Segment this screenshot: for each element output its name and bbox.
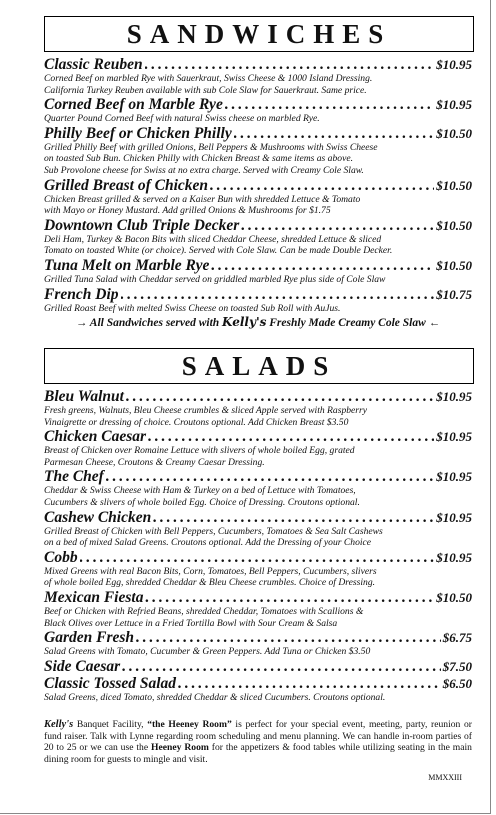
menu-item — [44, 549, 472, 589]
leader-dots — [211, 257, 434, 274]
menu-item — [44, 96, 472, 125]
menu-item-price: $10.95 — [436, 389, 472, 404]
leader-dots — [106, 468, 434, 485]
menu-item-line — [44, 388, 472, 405]
footer-text-3: for the appetizers & food tables while utilizing seating in the main dining room for guests to mingle and visit. — [44, 742, 472, 765]
menu-item — [44, 257, 472, 286]
menu-item-description: Grilled Tuna Salad with Cheddar served on griddled marbled Rye plus side of Cole Slaw — [44, 273, 386, 285]
menu-item-price: $10.95 — [436, 509, 472, 525]
menu-item-description: with Mayo or Honey Mustard. Add grilled Onions & Mushrooms for $1.75 — [44, 205, 331, 217]
menu-item-line — [44, 629, 472, 646]
footer-venue-2: Heeney Room — [151, 742, 209, 754]
menu-item-line — [44, 509, 472, 526]
menu-item-price: $10.50 — [436, 177, 472, 193]
leader-dots — [145, 589, 434, 606]
menu-item-description: Beef or Chicken with Refried Beans, shredded Cheddar, Tomatoes with Scallions & — [44, 605, 364, 617]
menu-item-name: French Dip — [44, 285, 119, 303]
leader-dots — [121, 286, 435, 303]
callout-text-pre: → All Sandwiches served with — [75, 317, 223, 330]
footer-brand-logo: Kelly's — [44, 719, 74, 730]
menu-item-price: $10.50 — [436, 217, 472, 233]
menu-item-name: Downtown Club Triple Decker — [44, 216, 240, 234]
menu-item — [44, 675, 472, 704]
footer-venue: “the Heeney Room” — [147, 719, 232, 730]
leader-dots — [145, 56, 435, 73]
leader-dots — [80, 549, 435, 566]
leader-dots — [234, 125, 435, 142]
footer-text-2: is perfect for your special event, meeting, party, reunion or fund raiser. Talk with Lynne regarding room scheduling and menu planning. We can handle in-room parties of 20 to 25 or we can use the — [44, 719, 472, 754]
menu-item-price: $10.95 — [436, 57, 472, 72]
leader-dots — [136, 629, 441, 646]
menu-item-description: Corned Beef on marbled Rye with Sauerkraut, Swiss Cheese & 1000 Island Dressing. — [44, 73, 373, 84]
menu-item-price: $7.50 — [442, 658, 472, 674]
menu-item-name: Classic Reuben — [44, 56, 143, 73]
leader-dots — [153, 509, 434, 526]
menu-item-description: of whole boiled Egg, shredded Cheddar & Bleu Cheese crumbles. Choice of Dressing. — [44, 577, 376, 589]
menu-item-name: Philly Beef or Chicken Philly — [44, 124, 232, 142]
menu-item — [44, 658, 472, 675]
menu-item-name: Mexican Fiesta — [44, 588, 144, 606]
menu-item-description: Salad Greens, diced Tomato, shredded Cheddar & sliced Cucumbers. Croutons optional. — [44, 691, 386, 703]
footer-text-1: Banquet Facility, — [73, 719, 148, 730]
menu-item-description: Sub Provolone cheese for Swiss at no extra charge. Served with Creamy Cole Slaw. — [44, 164, 364, 176]
menu-item-line — [44, 658, 472, 675]
leader-dots — [126, 388, 434, 405]
menu-item-line — [44, 257, 472, 274]
menu-item-line — [44, 177, 472, 194]
menu-item-line — [44, 96, 472, 113]
menu-item — [44, 125, 472, 177]
menu-item-name: Cashew Chicken — [44, 508, 152, 526]
menu-item-name: Chicken Caesar — [44, 428, 147, 446]
menu-item-description: California Turkey Reuben available with sub Cole Slaw for Sauerkraut. Same price. — [44, 84, 367, 96]
leader-dots — [241, 217, 434, 234]
menu-item-description: Cucumbers & slivers of whole boiled Egg. Choice of Dressing. Croutons optional. — [44, 496, 360, 508]
menu-item-name: Cobb — [44, 548, 78, 566]
menu-item-name: Side Caesar — [44, 657, 121, 675]
menu-item — [44, 217, 472, 257]
banquet-info — [44, 719, 472, 765]
menu-item-line — [44, 286, 472, 303]
menu-item-price: $10.50 — [436, 125, 472, 141]
menu-item-description: Breast of Chicken over Romaine Lettuce with slivers of whole boiled Egg, grated — [44, 445, 355, 457]
menu-item-description: Mixed Greens with real Bacon Bits, Corn, Tomatoes, Bell Peppers, Cucumbers, slivers — [44, 565, 377, 577]
menu-item — [44, 388, 472, 428]
menu-item-description: Vinaigrette or dressing of choice. Croutons optional. Add Chicken Breast $3.50 — [44, 416, 349, 428]
menu-item-line — [44, 549, 472, 566]
menu-item-description: Parmesan Cheese, Croutons & Creamy Caesar Dressing. — [44, 456, 265, 468]
menu-item-description: Cheddar & Swiss Cheese with Ham & Turkey on a bed of Lettuce with Tomatoes, — [44, 485, 356, 497]
menu-item-line — [44, 428, 472, 445]
menu-item-description: Chicken Breast grilled & served on a Kaiser Bun with shredded Lettuce & Tomato — [44, 193, 361, 205]
menu-item-line — [44, 217, 472, 234]
menu-item-description: Grilled Breast of Chicken with Bell Peppers, Cucumbers, Tomatoes & Sea Salt Cashews — [44, 525, 383, 537]
menu-item — [44, 468, 472, 508]
menu-item-description: Salad Greens with Tomato, Cucumber & Green Peppers. Add Tuna or Chicken $3.50 — [44, 646, 371, 658]
menu-item-description: Deli Ham, Turkey & Bacon Bits with sliced Cheddar Cheese, shredded Lettuce & sliced — [44, 233, 382, 245]
leader-dots — [210, 177, 434, 194]
menu-item-price: $6.50 — [442, 675, 472, 691]
menu-item — [44, 629, 472, 658]
leader-dots — [225, 96, 434, 113]
menu-item-name: Garden Fresh — [44, 629, 135, 647]
menu-item-price: $10.50 — [436, 257, 472, 273]
menu-item-name: Bleu Walnut — [44, 388, 124, 405]
menu-item-description: Quarter Pound Corned Beef with natural Swiss cheese on marbled Rye. — [44, 113, 320, 125]
salads-list — [44, 388, 472, 703]
salads-heading: SALADS — [44, 348, 474, 384]
menu-item-price: $10.95 — [436, 429, 472, 445]
menu-item — [44, 509, 472, 549]
menu-item — [44, 286, 472, 315]
menu-item-price: $10.95 — [436, 469, 472, 485]
menu-item-price: $6.75 — [442, 630, 472, 646]
menu-item-name: Corned Beef on Marble Rye — [44, 96, 223, 114]
menu-item-description: on toasted Sub Bun. Chicken Philly with Chicken Breast & same items as above. — [44, 153, 353, 165]
menu-item-line — [44, 675, 472, 692]
callout-brand-logo: Kelly's — [222, 315, 267, 330]
menu-item-price: $10.95 — [436, 97, 472, 113]
menu-item-description: on a bed of mixed Salad Greens. Croutons optional. Add the Dressing of your Choice — [44, 537, 372, 549]
menu-item — [44, 428, 472, 468]
menu-item — [44, 56, 472, 96]
menu-item-price: $10.50 — [436, 589, 472, 605]
sandwiches-list — [44, 56, 472, 330]
menu-item-description: Grilled Philly Beef with grilled Onions, Bell Peppers & Mushrooms with Swiss Cheese — [44, 141, 378, 153]
menu-item-line — [44, 125, 472, 142]
menu-item-name: Grilled Breast of Chicken — [44, 176, 209, 194]
menu-item — [44, 177, 472, 217]
menu-item-price: $10.75 — [436, 286, 472, 302]
menu-item-description: Black Olives over Lettuce in a Fried Tortilla Bowl with Sour Cream & Salsa — [44, 617, 338, 629]
menu-item-name: Tuna Melt on Marble Rye — [44, 256, 210, 274]
menu-item-description: Tomato on toasted White (or choice). Served with Cole Slaw. Can be made Double Decker. — [44, 245, 393, 257]
leader-dots — [148, 428, 434, 445]
leader-dots — [178, 675, 441, 692]
menu-item-line — [44, 56, 472, 73]
menu-item-price: $10.95 — [436, 549, 472, 565]
menu-item-description: Grilled Roast Beef with melted Swiss Cheese on toasted Sub Roll with AuJus. — [44, 302, 341, 314]
menu-item-line — [44, 468, 472, 485]
callout-text-post: Freshly Made Creamy Cole Slaw ← — [266, 317, 441, 330]
menu-item-description: Fresh greens, Walnuts, Bleu Cheese crumbles & sliced Apple served with Raspberry — [44, 405, 368, 416]
menu-item-name: Classic Tossed Salad — [44, 674, 177, 692]
year-code: MMXXIII — [428, 773, 462, 782]
leader-dots — [122, 658, 441, 675]
menu-item — [44, 589, 472, 629]
cole-slaw-callout — [44, 315, 472, 330]
sandwiches-heading: SANDWICHES — [44, 16, 474, 52]
menu-item-name: The Chef — [44, 468, 104, 486]
menu-item-line — [44, 589, 472, 606]
